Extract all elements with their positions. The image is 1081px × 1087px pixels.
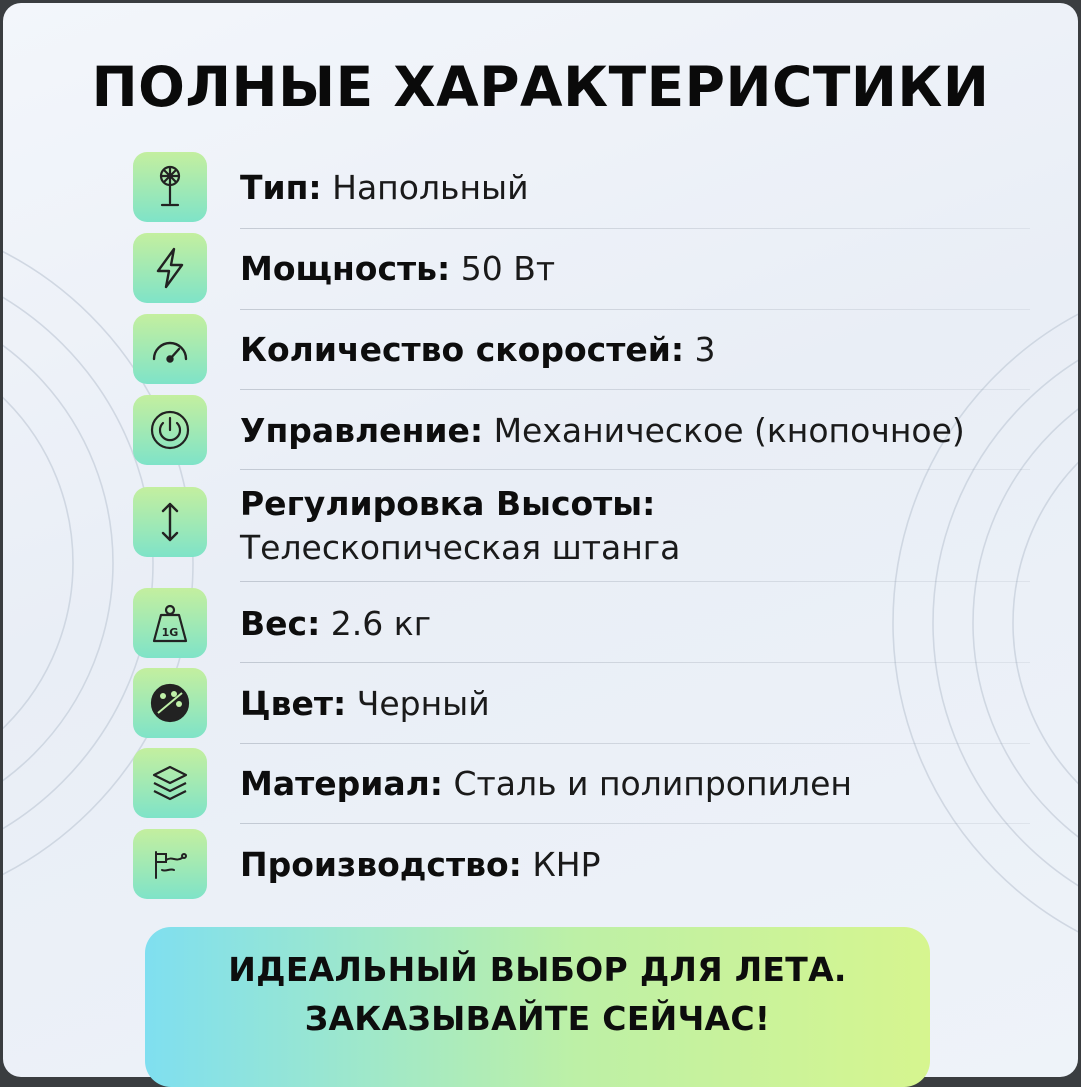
layers-icon bbox=[133, 748, 207, 818]
spec-text bbox=[240, 602, 431, 646]
palette-icon bbox=[133, 668, 207, 738]
spec-label: Мощность: bbox=[240, 249, 451, 288]
cta-line-2: ЗАКАЗЫВАЙТЕ СЕЙЧАС! bbox=[304, 999, 771, 1038]
spec-text bbox=[240, 482, 655, 526]
divider bbox=[240, 309, 1030, 310]
spec-label: Тип: bbox=[240, 168, 322, 207]
floor-fan-icon bbox=[133, 152, 207, 222]
spec-label: Производство: bbox=[240, 845, 522, 884]
spec-value: Напольный bbox=[332, 168, 529, 207]
spec-label: Материал: bbox=[240, 764, 443, 803]
power-button-icon bbox=[133, 395, 207, 465]
spec-text bbox=[240, 328, 716, 372]
spec-text bbox=[240, 247, 555, 291]
spec-label: Регулировка Высоты: bbox=[240, 484, 656, 523]
weight-icon bbox=[133, 588, 207, 658]
spec-text bbox=[240, 409, 965, 453]
spec-label: Количество скоростей: bbox=[240, 330, 685, 369]
spec-label: Вес: bbox=[240, 604, 321, 643]
divider bbox=[240, 743, 1030, 744]
divider bbox=[240, 823, 1030, 824]
cta-line-1: ИДЕАЛЬНЫЙ ВЫБОР ДЛЯ ЛЕТА. bbox=[228, 950, 847, 989]
vertical-arrows-icon bbox=[133, 487, 207, 557]
spec-label: Управление: bbox=[240, 411, 484, 450]
spec-text bbox=[240, 166, 529, 210]
spec-value: 50 Вт bbox=[460, 249, 556, 288]
divider bbox=[240, 662, 1030, 663]
spec-text bbox=[240, 682, 490, 726]
weight-icon-text: 1G bbox=[161, 626, 179, 639]
divider bbox=[240, 581, 1030, 582]
spec-value: КНР bbox=[532, 845, 601, 884]
divider bbox=[240, 228, 1030, 229]
spec-text bbox=[240, 843, 601, 887]
divider bbox=[240, 389, 1030, 390]
divider bbox=[240, 469, 1030, 470]
spec-text bbox=[240, 762, 852, 806]
spec-value: Черный bbox=[356, 684, 490, 723]
page-title: ПОЛНЫЕ ХАРАКТЕРИСТИКИ bbox=[91, 55, 990, 119]
spec-value: Телескопическая штанга bbox=[240, 528, 681, 567]
spec-value: Механическое (кнопочное) bbox=[493, 411, 965, 450]
lightning-icon bbox=[133, 233, 207, 303]
spec-label: Цвет: bbox=[240, 684, 347, 723]
spec-value: 2.6 кг bbox=[330, 604, 432, 643]
spec-value: 3 bbox=[694, 330, 716, 369]
speedometer-icon bbox=[133, 314, 207, 384]
factory-icon bbox=[133, 829, 207, 899]
spec-value: Сталь и полипропилен bbox=[453, 764, 852, 803]
